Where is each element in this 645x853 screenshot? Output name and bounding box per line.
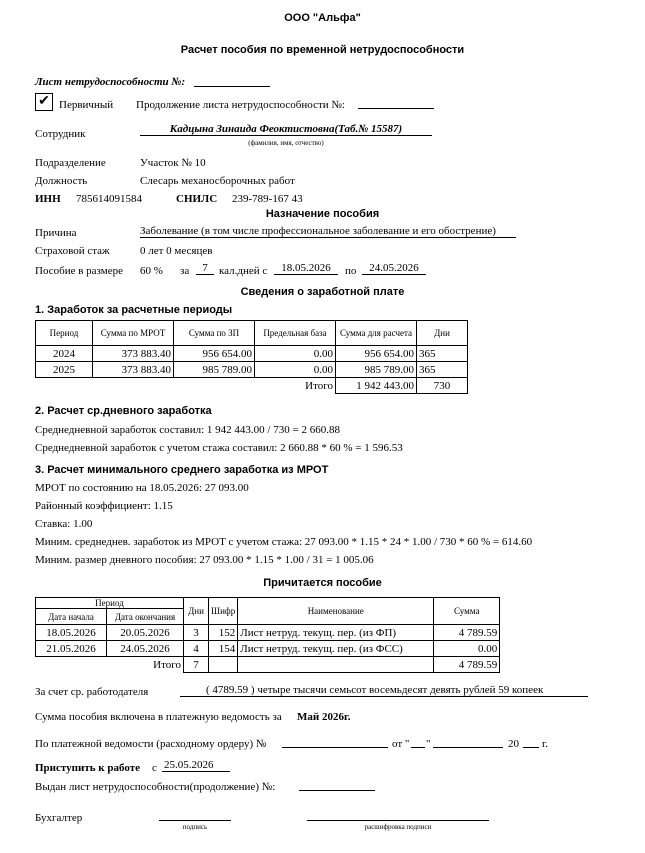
cell-limit: 0.00 [255,362,336,378]
cell-end: 20.05.2026 [107,625,184,641]
payroll-month: Май 2026г. [297,711,351,723]
header-period: Период [36,598,184,609]
issued-label: Выдан лист нетрудоспособности(продолжение) №: [35,781,276,793]
due-table [35,597,500,673]
to-label: по [345,265,357,277]
header-end: Дата окончания [107,609,184,625]
cell-name: Лист нетруд. текущ. пер. (из ФСС) [238,641,434,657]
date-from: 18.05.2026 [274,262,338,275]
header-code: Шифр [209,598,238,625]
sheet-number-field[interactable] [194,74,270,87]
earnings-title: Сведения о заработной плате [240,286,405,298]
signature-field[interactable] [159,808,231,821]
section3-line1: МРОТ по состоянию на 18.05.2026: 27 093.00 [35,482,249,494]
header-limit: Предельная база [255,321,336,346]
sheet-label: Лист нетрудоспособности №: [35,76,186,88]
document-title: Расчет пособия по временной нетрудоспособности [180,44,465,56]
snils-label: СНИЛС [176,193,218,205]
header-days: Дни [184,598,209,625]
days-value: 7 [196,262,214,275]
cell-period: 2025 [36,362,93,378]
order-g-label: г. [542,738,549,750]
total-label: Итого [153,658,181,671]
date-to: 24.05.2026 [362,262,426,275]
table-row [36,625,500,641]
cell-end: 24.05.2026 [107,641,184,657]
earnings-table [35,320,468,394]
amount-percent: 60 % [140,265,163,277]
header-name: Наименование [238,598,434,625]
cell-start: 21.05.2026 [36,641,107,657]
employee-name: Кадцына Зинаида Феоктистовна(Таб.№ 15587) [140,123,432,136]
table-total-row [36,378,468,394]
continuation-number-field[interactable] [358,96,434,109]
header-mrot: Сумма по МРОТ [93,321,174,346]
cell-days: 4 [184,641,209,657]
section2-line2: Среднедневной заработок с учетом стажа составил: 2 660.88 * 60 % = 1 596.53 [35,442,403,454]
cell-salary: 985 789.00 [174,362,255,378]
primary-label: Первичный [59,99,114,111]
order-month-field[interactable] [433,735,503,748]
cell-mrot: 373 883.40 [93,346,174,362]
cell-salary: 956 654.00 [174,346,255,362]
cell-days: 365 [417,362,468,378]
position-label: Должность [35,175,88,187]
snils-value: 239-789-167 43 [232,193,303,205]
cell-days: 3 [184,625,209,641]
signature-decode-caption: расшифровка подписи [364,823,432,831]
section3-line2: Районный коэффициент: 1.15 [35,500,173,512]
section3-line3: Ставка: 1.00 [35,518,93,530]
cell-calc-sum: 985 789.00 [336,362,417,378]
header-days: Дни [417,321,468,346]
payroll-label: Сумма пособия включена в платежную ведомость за [35,711,282,723]
cell-days: 365 [417,346,468,362]
start-date: 25.05.2026 [162,759,230,772]
cell-start: 18.05.2026 [36,625,107,641]
cell-limit: 0.00 [255,346,336,362]
section3-title: 3. Расчет минимального среднего заработка из МРОТ [35,464,329,476]
total-days: 7 [184,657,209,673]
reason-label: Причина [35,227,77,239]
organization-name: ООО "Альфа" [284,12,361,24]
header-start: Дата начала [36,609,107,625]
total-label: Итого [305,379,333,392]
accountant-label: Бухгалтер [35,812,83,824]
for-label: за [180,265,190,277]
cell-mrot: 373 883.40 [93,362,174,378]
table-row [36,362,468,378]
inn-value: 785614091584 [76,193,142,205]
cell-sum: 4 789.59 [434,625,500,641]
employee-label: Сотрудник [35,128,86,140]
table-total-row [36,657,500,673]
issued-number-field[interactable] [299,778,375,791]
start-from-label: с [152,762,157,774]
assignment-title: Назначение пособия [265,208,380,220]
header-period: Период [36,321,93,346]
experience-value: 0 лет 0 месяцев [140,245,213,257]
cell-period: 2024 [36,346,93,362]
order-from-label: от " [392,738,410,750]
primary-checkbox[interactable]: ✔ [35,93,53,111]
cell-code: 152 [209,625,238,641]
total-sum: 4 789.59 [434,657,500,673]
order-label: По платежной ведомости (расходному ордеру) № [35,738,267,750]
amount-label: Пособие в размере [35,265,123,277]
section3-line5: Миним. размер дневного пособия: 27 093.00 * 1.15 * 1.00 / 31 = 1 005.06 [35,554,374,566]
section2-title: 2. Расчет ср.дневного заработка [35,405,212,417]
continuation-label: Продолжение листа нетрудоспособности №: [136,99,345,111]
order-day-field[interactable] [411,735,425,748]
header-salary: Сумма по ЗП [174,321,255,346]
table-row [36,641,500,657]
employer-amount: ( 4789.59 ) четыре тысячи семьсот восемьдесят девять рублей 59 копеек [180,684,588,697]
department-label: Подразделение [35,157,106,169]
cell-calc-sum: 956 654.00 [336,346,417,362]
signature-caption: подпись [182,823,208,831]
section2-line1: Среднедневной заработок составил: 1 942 443.00 / 730 = 2 660.88 [35,424,340,436]
department-value: Участок № 10 [140,157,206,169]
table-row [36,346,468,362]
header-calc-sum: Сумма для расчета [336,321,417,346]
due-title: Причитается пособие [263,577,382,589]
position-value: Слесарь механосборочных работ [140,175,295,187]
order-quote: " [426,738,431,750]
employee-name-caption: (фамилия, имя, отчество) [248,139,324,147]
start-label: Приступить к работе [35,762,140,774]
total-days: 730 [417,378,468,394]
cell-code: 154 [209,641,238,657]
order-year-label: 20 [508,738,519,750]
order-year-field[interactable] [523,735,539,748]
signature-decode-field[interactable] [307,808,489,821]
experience-label: Страховой стаж [35,245,110,257]
days-from-label: кал.дней с [219,265,268,277]
header-sum: Сумма [434,598,500,625]
inn-label: ИНН [35,193,61,205]
section1-title: 1. Заработок за расчетные периоды [35,304,233,316]
employer-label: За счет ср. работодателя [35,686,149,698]
cell-sum: 0.00 [434,641,500,657]
cell-name: Лист нетруд. текущ. пер. (из ФП) [238,625,434,641]
order-number-field[interactable] [282,735,388,748]
total-sum: 1 942 443.00 [336,378,417,394]
reason-value: Заболевание (в том числе профессиональное заболевание и его обострение) [140,225,516,238]
section3-line4: Миним. среднеднев. заработок из МРОТ с учетом стажа: 27 093.00 * 1.15 * 24 * 1.00 / 730 * 60 % = 614.60 [35,536,533,548]
